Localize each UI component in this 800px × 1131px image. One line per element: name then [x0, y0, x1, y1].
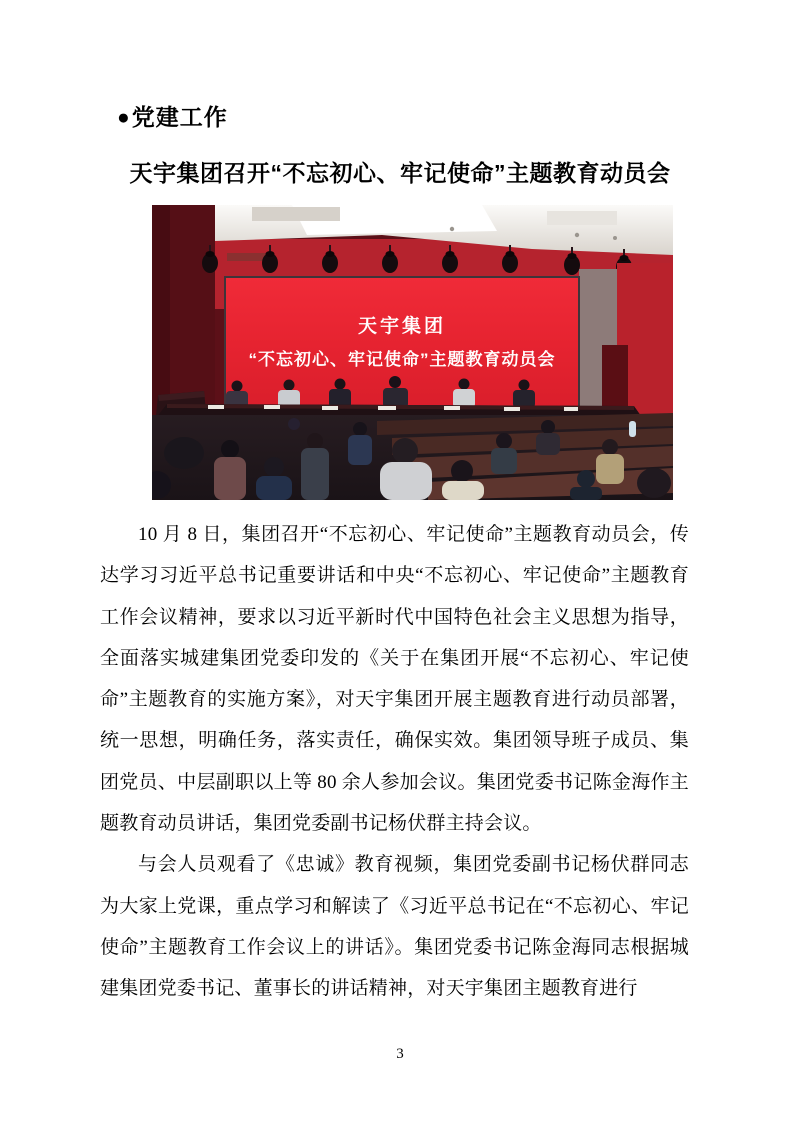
downlight	[613, 236, 617, 240]
paragraph-1: 10 月 8 日，集团召开“不忘初心、牢记使命”主题教育动员会，传达学习习近平总书记重要讲话和中央“不忘初心、牢记使命”主题教育工作会议精神，要求以习近平新时代中国特色社会主义思想为指导，全面落实城建集团党委印发的《关于在集团开展“不忘初心、牢记使命”主题教育的实施方案》，对天宇集团开展主题教育进行动员部署，统一思想，明确任务，落实责任，确保实效。集团领导班子成员、集团党员、中层副职以上等 80 余人参加会议。集团党委书记陈金海作主题教育动员讲话，集团党委副书记杨伏群主持会议。	[100, 524, 689, 835]
article-body	[100, 514, 689, 1010]
ceiling-recess-right	[547, 211, 617, 225]
article-title: 天宇集团召开“不忘初心、牢记使命”主题教育动员会	[129, 160, 671, 186]
ceiling-recess-left	[252, 207, 340, 221]
page-number: 3	[396, 1046, 404, 1062]
downlight	[575, 233, 579, 237]
meeting-photo	[152, 205, 673, 500]
screen-title-line2: “不忘初心、牢记使命”主题教育动员会	[248, 350, 556, 369]
screen-title-line1: 天宇集团	[357, 316, 447, 337]
water-bottle	[629, 421, 636, 437]
downlight	[450, 227, 454, 231]
section-heading	[117, 99, 228, 132]
meeting-photo-illustration	[152, 205, 673, 500]
section-bullet-icon: ●	[117, 106, 131, 129]
paragraph-2: 与会人员观看了《忠诚》教育视频，集团党委副书记杨伏群同志为大家上党课，重点学习和解读了《习近平总书记在“不忘初心、牢记使命”主题教育工作会议上的讲话》。集团党委书记陈金海同志根据城建集团党委书记、董事长的讲话精神，对天宇集团主题教育进行	[100, 854, 689, 1000]
section-heading-label: 党建工作	[131, 104, 228, 130]
